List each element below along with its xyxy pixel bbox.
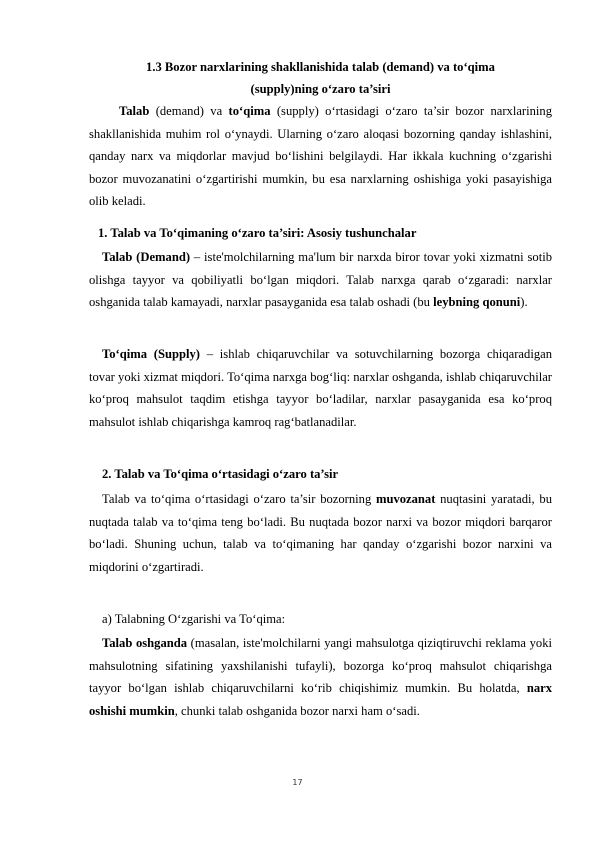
subsection-heading-1: 1. Talab va To‘qimaning o‘zaro ta’siri: Asosiy tushunchalar <box>98 226 417 240</box>
subsection-heading-2: 2. Talab va To‘qima o‘rtasidagi o‘zaro ta’sir <box>102 467 339 481</box>
paragraph-equilibrium-text-1: Talab va to‘qima o‘rtasidagi o‘zaro ta’sir bozorning <box>102 492 376 506</box>
paragraph-demand-text-1: – iste'molchilarning ma'lum bir narxda biror tovar yoki xizmatni sotib olishga tayyor va qobiliyatli bo‘lgan miqdori. Talab narxga qarab o‘zgaradi: narxlar oshganida talab kamayadi, narxlar pasayganida esa talab oshadi (bu <box>89 250 553 310</box>
term-toqima: to‘qima <box>228 104 271 118</box>
paragraph-supply-definition <box>89 343 552 433</box>
paragraph-demand-increase <box>89 632 552 722</box>
paragraph-intro-text-2: (supply) o‘rtasidagi o‘zaro ta’sir bozor narxlarining shakllanishida muhim rol o‘ynaydi. Ularning o‘zaro aloqasi bozorning qanday ishlashini, qanday narx va miqdorlar mavjud bo‘lishini belgilaydi. Har ikkala kuchning o‘zgarishi bozor muvozanatini o‘zgartirishi mumkin, bu esa narxlarning oshishiga yoki pasayishiga olib keladi. <box>89 104 552 209</box>
paragraph-intro <box>89 100 552 213</box>
paragraph-demand-text-2: ). <box>520 295 528 310</box>
paragraph-equilibrium-text-2: nuqtasini yaratadi, bu nuqtada talab va to‘qima teng bo‘ladi. Bu nuqtada bozor narxi va bozor miqdori barqaror bo‘ladi. Shuning uchun, talab va to‘qimaning har qanday o‘zgarishi bozor narxini va miqdorini o‘zgartiradi. <box>89 492 552 574</box>
subitem-heading-a: a) Talabning O‘zgarishi va To‘qima: <box>102 612 286 626</box>
section-title-line-2: (supply)ning o‘zaro ta’siri <box>250 82 391 96</box>
term-supply: To‘qima (Supply) <box>102 347 200 361</box>
section-title <box>89 56 552 100</box>
term-law: leybning qonuni <box>433 295 521 310</box>
paragraph-equilibrium <box>89 488 552 578</box>
term-demand-increase: Talab oshganda <box>102 636 188 650</box>
term-price-increase: narx oshishi mumkin <box>89 681 552 718</box>
section-title-line-1: 1.3 Bozor narxlarining shakllanishida talab (demand) va to‘qima <box>146 60 495 74</box>
page-number: 17 <box>292 778 303 787</box>
term-equilibrium: muvozanat <box>375 492 436 506</box>
term-talab: Talab <box>119 104 150 118</box>
paragraph-demand-increase-text-1: (masalan, iste'molchilarni yangi mahsulotga qiziqtiruvchi reklama yoki mahsulotning sifatining yaxshilanishi tufayli), bozorga ko‘proq mahsulot chiqarishga tayyor bo‘lgan ishlab chiqaruvchilarni ko‘rib chiqishimiz mumkin. Bu holatda, <box>89 636 552 696</box>
paragraph-demand-definition <box>89 246 552 314</box>
term-demand: Talab (Demand) <box>102 250 191 264</box>
paragraph-demand-increase-text-2: , chunki talab oshganida bozor narxi ham o‘sadi. <box>174 703 420 718</box>
paragraph-supply-text: – ishlab chiqaruvchilar va sotuvchilarning bozorga chiqaradigan tovar yoki xizmat miqdori. To‘qima narxga bog‘liq: narxlar oshganda, ishlab chiqaruvchilar ko‘proq mahsulot taqdim etishga tayyor bo‘ladilar, narxlar pasayganida esa ko‘proq mahsulot ishlab chiqarishga kamroq rag‘batlanadilar. <box>89 347 552 429</box>
paragraph-intro-text-1: (demand) va <box>149 104 229 118</box>
